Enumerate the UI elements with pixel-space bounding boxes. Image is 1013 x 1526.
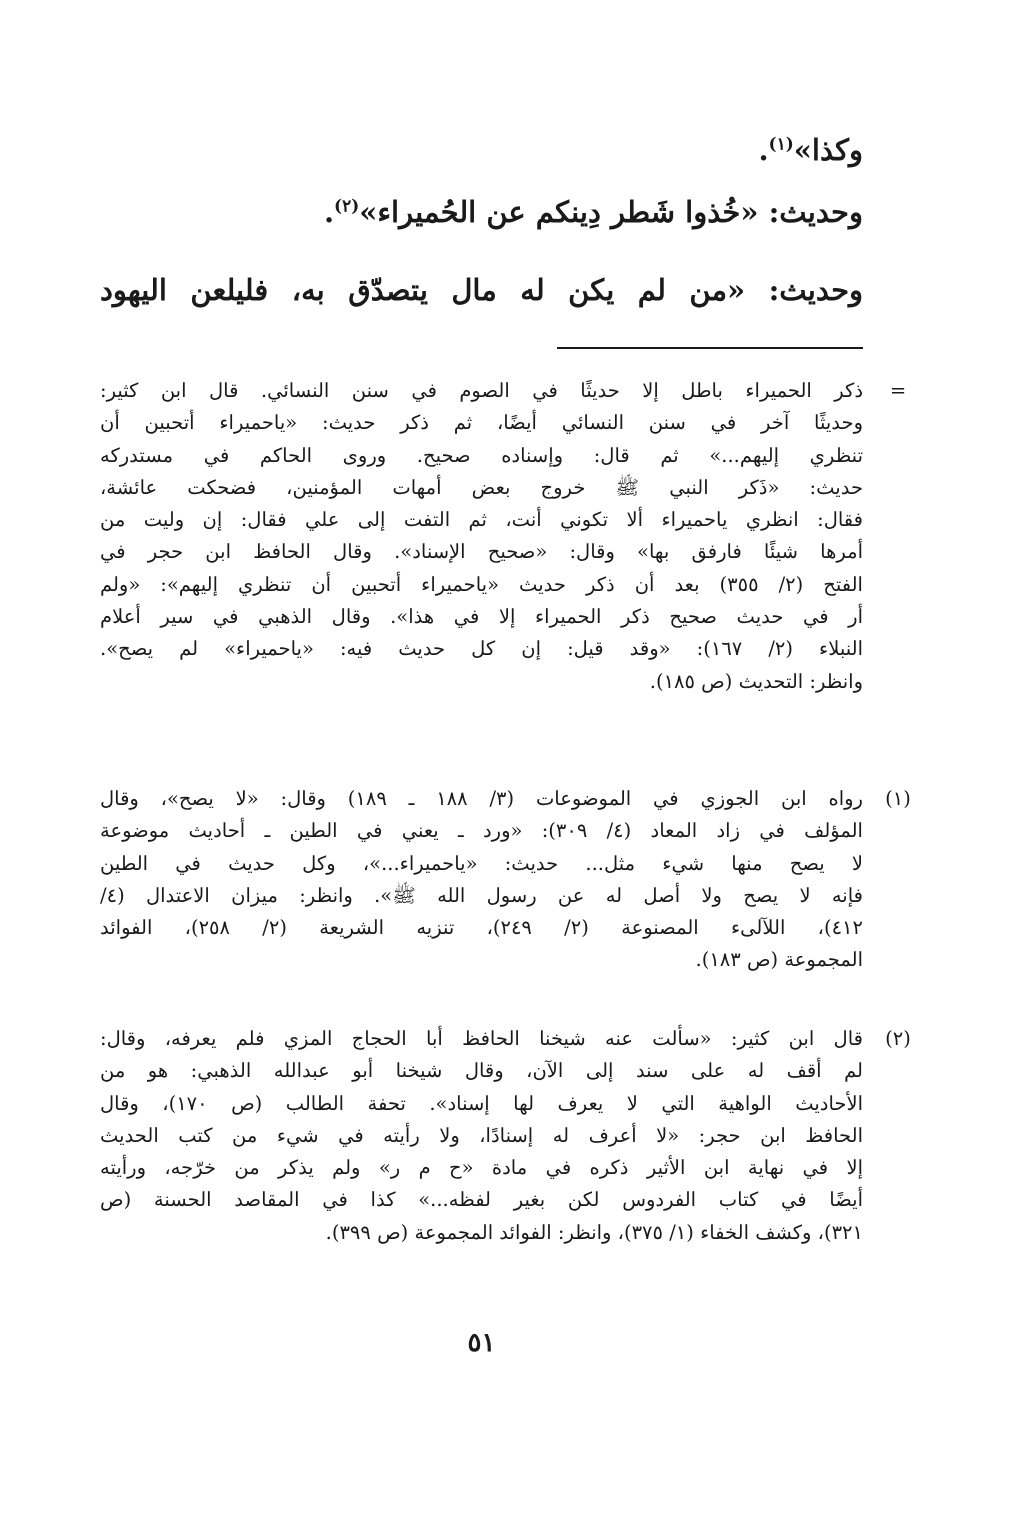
footnote-line: إلا في نهاية ابن الأثير ذكره في مادة «ح م ر» ولم يذكر من خرّجه، ورأيته bbox=[100, 1156, 863, 1180]
main-text-line-3: وحديث: «من لم يكن له مال يتصدّق به، فليلعن اليهود bbox=[100, 273, 863, 307]
footnote-line: فإنه لا يصح ولا أصل له عن رسول الله ﷺ». وانظر: ميزان الاعتدال (٤/ bbox=[100, 883, 863, 907]
footnote-marker: (١) bbox=[885, 787, 911, 810]
footnote-1 bbox=[100, 783, 911, 977]
footnote-marker: = bbox=[889, 379, 907, 402]
footnote-line: الأحاديث الواهية التي لا يعرف لها إسناد». تحفة الطالب (ص ١٧٠)، وقال bbox=[100, 1091, 863, 1115]
footnote-line: حديث: «ذَكر النبي ﷺ خروج بعض أمهات المؤمنين، فضحكت عائشة، bbox=[100, 475, 863, 499]
footnote-line: ذكر الحميراء باطل إلا حديثًا في الصوم في سنن النسائي. قال ابن كثير: bbox=[100, 379, 863, 402]
footnote-2 bbox=[100, 1023, 911, 1249]
footnote-line: ٤١٢)، اللآلىء المصنوعة (٢/ ٢٤٩)، تنزيه الشريعة (٢/ ٢٥٨)، الفوائد bbox=[100, 916, 863, 940]
page-number: ٥١ bbox=[467, 1328, 496, 1358]
main-text-line-2 bbox=[100, 192, 863, 232]
main-text-line-1-end: . bbox=[758, 133, 769, 167]
footnote-line: المجموعة (ص ١٨٣). bbox=[695, 948, 863, 972]
footnote-line: فقال: انظري ياحميراء ألا تكوني أنت، ثم التفت إلى علي فقال: إن وليت من bbox=[100, 508, 863, 532]
document-page bbox=[100, 0, 911, 1526]
footnote-line: وانظر: التحديث (ص ١٨٥). bbox=[649, 669, 863, 693]
main-text-line-1-text: وكذا» bbox=[793, 133, 863, 167]
main-text-line-2-quote: خُذوا شَطر دِينكم عن الحُميراء» bbox=[359, 195, 741, 229]
footnote-separator bbox=[557, 347, 863, 349]
main-text-line-2-end: . bbox=[323, 195, 335, 229]
main-text-line-2-prefix: وحديث: « bbox=[740, 195, 863, 229]
footnote-line: المؤلف في زاد المعاد (٤/ ٣٠٩): «ورد ـ يعني في الطين ـ أحاديث موضوعة bbox=[100, 819, 863, 843]
footnote-line: أر في حديث صحيح ذكر الحميراء إلا في هذا». وقال الذهبي في سير أعلام bbox=[100, 605, 863, 629]
footnote-line: لم أقف له على سند إلى الآن، وقال شيخنا أبو عبدالله الذهبي: هو من bbox=[100, 1059, 863, 1083]
footnote-line: تنظري إليهم...» ثم قال: وإسناده صحيح. وروى الحاكم في مستدركه bbox=[100, 443, 863, 467]
footnote-line: أمرها شيئًا فارفق بها» وقال: «صحيح الإسناد». وقال الحافظ ابن حجر في bbox=[100, 540, 863, 564]
footnote-line: أيضًا في كتاب الفردوس لكن بغير لفظه...» كذا في المقاصد الحسنة (ص bbox=[100, 1188, 863, 1212]
footnote-ref-1: (١) bbox=[768, 134, 794, 155]
main-text-line-1 bbox=[100, 130, 863, 170]
footnote-line: قال ابن كثير: «سألت عنه شيخنا الحافظ أبا الحجاج المزي فلم يعرفه، وقال: bbox=[100, 1027, 863, 1050]
footnote-line: ٣٢١)، وكشف الخفاء (١/ ٣٧٥)، وانظر: الفوائد المجموعة (ص ٣٩٩). bbox=[325, 1220, 863, 1244]
footnote-line: وحديثًا آخر في سنن النسائي أيضًا، ثم ذكر حديث: «ياحميراء أتحبين أن bbox=[100, 411, 863, 435]
footnote-line: الحافظ ابن حجر: «لا أعرف له إسنادًا، ولا رأيته في شيء من كتب الحديث bbox=[100, 1123, 863, 1147]
footnote-line: رواه ابن الجوزي في الموضوعات (٣/ ١٨٨ ـ ١٨٩) وقال: «لا يصح»، وقال bbox=[100, 787, 863, 810]
footnote-marker: (٢) bbox=[885, 1027, 911, 1050]
footnote-continuation bbox=[100, 375, 907, 698]
footnote-line: لا يصح منها شيء مثل... حديث: «ياحميراء...»، وكل حديث في الطين bbox=[100, 851, 863, 875]
footnote-ref-2: (٢) bbox=[334, 196, 360, 217]
footnote-line: النبلاء (٢/ ١٦٧): «وقد قيل: إن كل حديث فيه: «ياحميراء» لم يصح». bbox=[100, 637, 863, 661]
footnote-line: الفتح (٢/ ٣٥٥) بعد أن ذكر حديث «ياحميراء أتحبين أن تنظري إليهم»: «ولم bbox=[100, 572, 863, 596]
